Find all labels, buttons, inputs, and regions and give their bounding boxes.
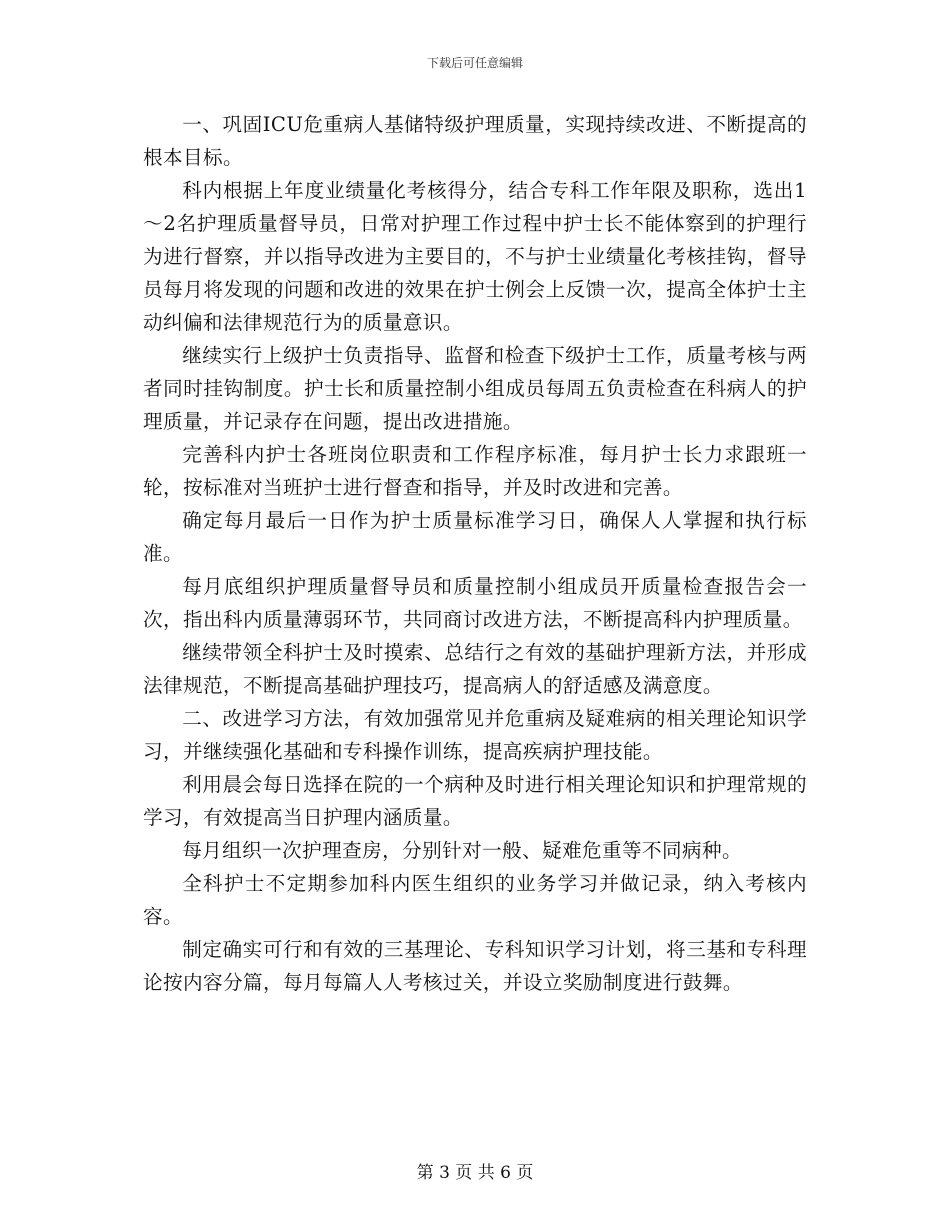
paragraph: 完善科内护士各班岗位职责和工作程序标准，每月护士长力求跟班一轮，按标准对当班护士进行督查和指导，并及时改进和完善。 (143, 443, 807, 499)
paragraph: 继续带领全科护士及时摸索、总结行之有效的基础护理新方法，并形成法律规范，不断提高基础护理技巧，提高病人的舒适感及满意度。 (143, 641, 807, 697)
paragraph: 确定每月最后一日作为护士质量标准学习日，确保人人掌握和执行标准。 (143, 509, 807, 565)
paragraph: 二、改进学习方法，有效加强常见并危重病及疑难病的相关理论知识学习，并继续强化基础和专科操作训练，提高疾病护理技能。 (143, 707, 807, 763)
page-header-note: 下载后可任意编辑 (426, 56, 523, 70)
paragraph: 科内根据上年度业绩量化考核得分，结合专科工作年限及职称，选出1～2名护理质量督导员，日常对护理工作过程中护士长不能体察到的护理行为进行督察，并以指导改进为主要目的，不与护士业绩量化考核挂钩，督导员每月将发现的问题和改进的效果在护士例会上反馈一次，提高全体护士主动纠偏和法律规范行为的质量意识。 (143, 179, 807, 334)
document-body (143, 108, 807, 999)
page-number: 第 3 页 共 6 页 (416, 1163, 534, 1183)
paragraph: 每月底组织护理质量督导员和质量控制小组成员开质量检查报告会一次，指出科内质量薄弱环节，共同商讨改进方法，不断提高科内护理质量。 (143, 575, 807, 631)
paragraph: 一、巩固ICU危重病人基储特级护理质量，实现持续改进、不断提高的根本目标。 (143, 113, 807, 169)
paragraph: 利用晨会每日选择在院的一个病种及时进行相关理论知识和护理常规的学习，有效提高当日护理内涵质量。 (143, 773, 807, 829)
paragraph: 继续实行上级护士负责指导、监督和检查下级护士工作，质量考核与两者同时挂钩制度。护士长和质量控制小组成员每周五负责检查在科病人的护理质量，并记录存在问题，提出改进措施。 (143, 344, 807, 433)
paragraph: 制定确实可行和有效的三基理论、专科知识学习计划，将三基和专科理论按内容分篇，每月每篇人人考核过关，并设立奖励制度进行鼓舞。 (143, 938, 807, 994)
paragraph: 每月组织一次护理查房，分别针对一般、疑难危重等不同病种。 (182, 839, 743, 862)
paragraph: 全科护士不定期参加科内医生组织的业务学习并做记录，纳入考核内容。 (143, 872, 807, 928)
